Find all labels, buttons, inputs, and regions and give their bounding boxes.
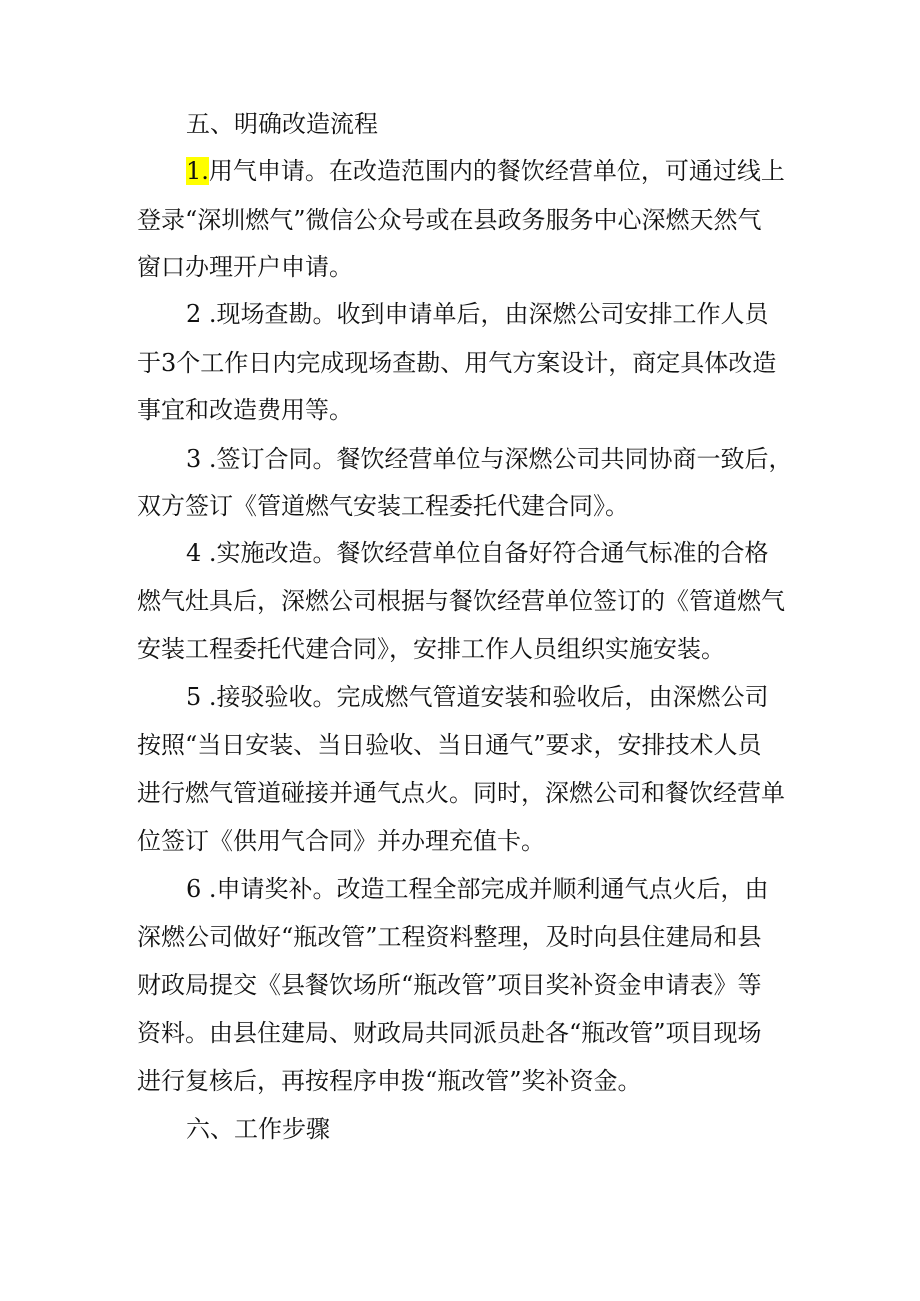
step-1-line-1 <box>186 155 920 187</box>
step-5-line-4: 位签订《供用气合同》并办理充值卡。 <box>137 827 545 855</box>
step-2-line-1: 2 .现场查勘。收到申请单后，由深燃公司安排工作人员 <box>186 300 769 328</box>
step-5-line-1: 5 .接驳验收。完成燃气管道安装和验收后，由深燃公司 <box>186 683 769 711</box>
step-2-line-3: 事宜和改造费用等。 <box>137 396 353 424</box>
section-heading-5: 五、明确改造流程 <box>186 110 378 138</box>
step-6-line-2: 深燃公司做好“瓶改管”工程资料整理，及时向县住建局和县 <box>137 923 762 951</box>
step-5-line-2: 按照“当日安装、当日验收、当日通气”要求，安排技术人员 <box>137 731 762 759</box>
step-1-line-3: 窗口办理开户申请。 <box>137 253 353 281</box>
step-6-line-3: 财政局提交《县餐饮场所“瓶改管”项目奖补资金申请表》等 <box>137 971 762 999</box>
step-6-line-5: 进行复核后，再按程序申拨“瓶改管”奖补资金。 <box>137 1067 642 1095</box>
step-3-line-1: 3 .签订合同。餐饮经营单位与深燃公司共同协商一致后， <box>186 445 793 473</box>
step-5-line-3: 进行燃气管道碰接并通气点火。同时，深燃公司和餐饮经营单 <box>137 779 785 807</box>
step-4-line-2: 燃气灶具后，深燃公司根据与餐饮经营单位签订的《管道燃气 <box>137 587 785 615</box>
step-6-line-4: 资料。由县住建局、财政局共同派员赴各“瓶改管”项目现场 <box>137 1019 762 1047</box>
section-heading-6: 六、工作步骤 <box>186 1115 330 1143</box>
step-6-line-1: 6 .申请奖补。改造工程全部完成并顺利通气点火后，由 <box>186 875 769 903</box>
step-2-line-2: 于3个工作日内完成现场查勘、用气方案设计，商定具体改造 <box>137 349 777 377</box>
step-1-number-highlight: 1. <box>186 157 209 185</box>
step-4-line-1: 4 .实施改造。餐饮经营单位自备好符合通气标准的合格 <box>186 539 769 567</box>
step-4-line-3: 安装工程委托代建合同》，安排工作人员组织实施安装。 <box>137 635 725 663</box>
step-1-line-2: 登录“深圳燃气”微信公众号或在县政务服务中心深燃天然气 <box>137 206 762 234</box>
step-1-text: 用气申请。在改造范围内的餐饮经营单位，可通过线上 <box>208 157 785 185</box>
step-3-line-2: 双方签订《管道燃气安装工程委托代建合同》。 <box>137 492 629 520</box>
